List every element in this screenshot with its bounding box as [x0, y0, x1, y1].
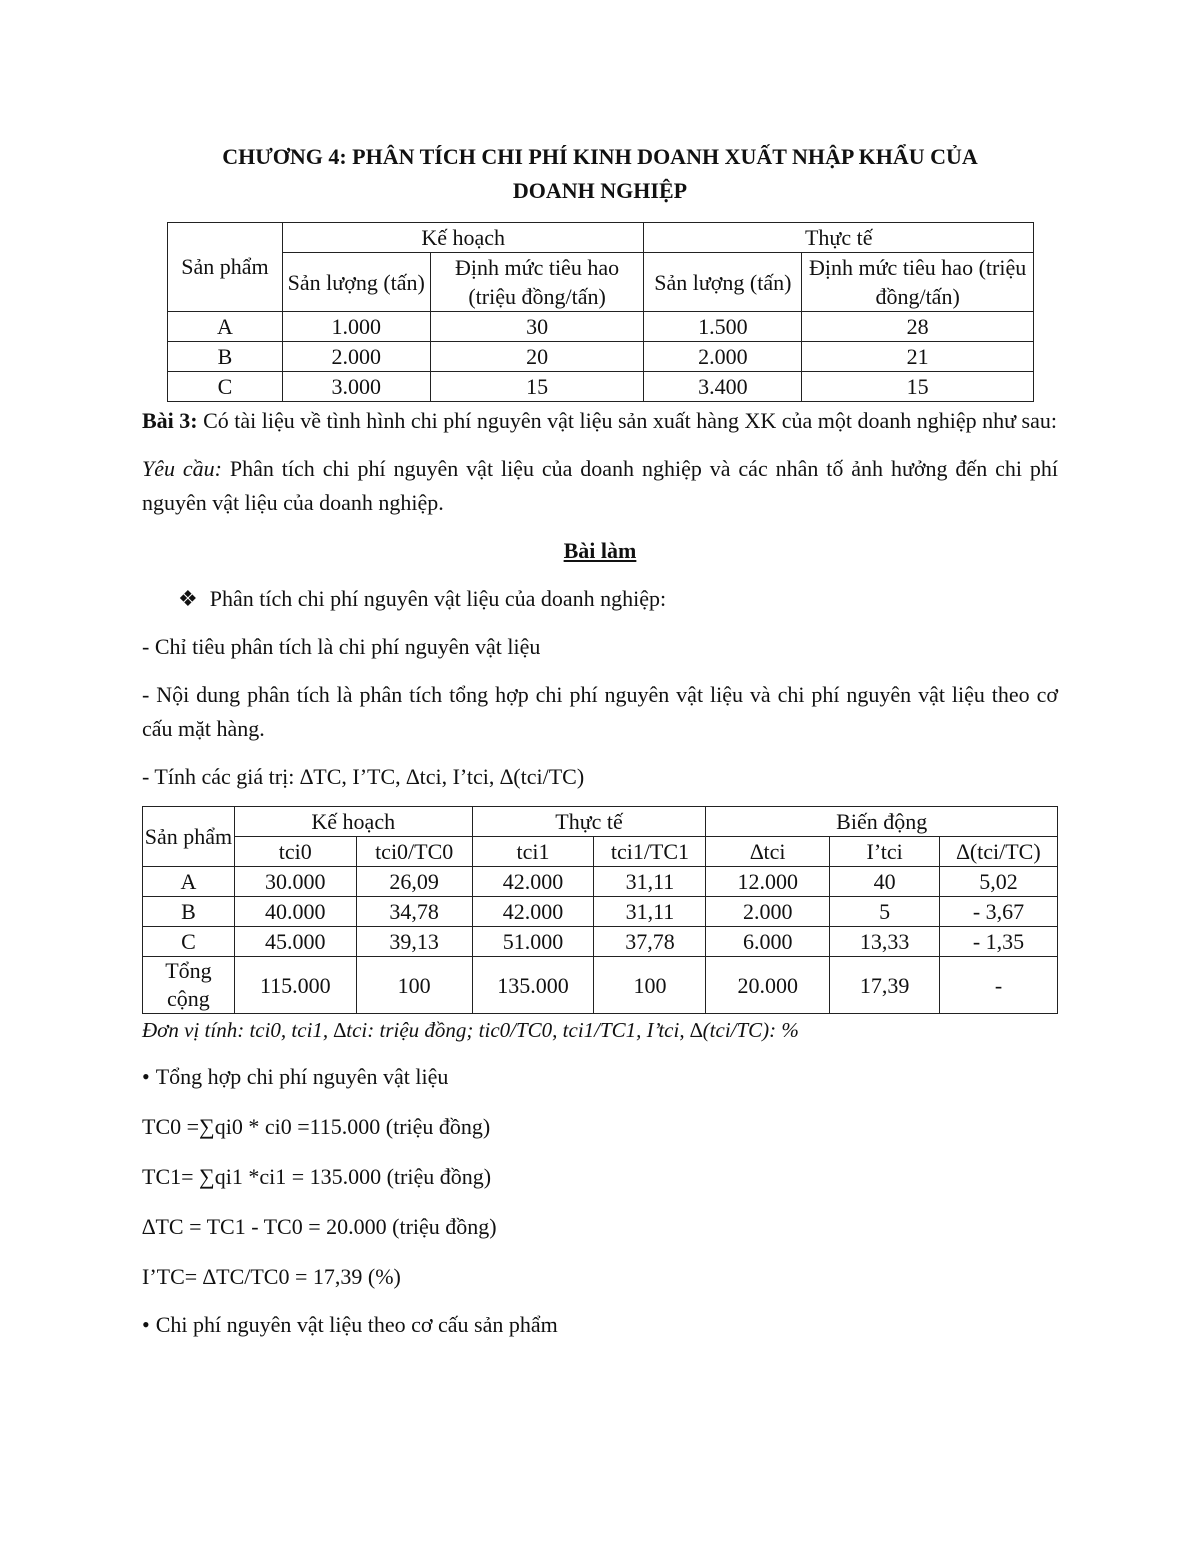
table-cell: 51.000 [472, 927, 594, 957]
header-col: I’tci [830, 837, 940, 867]
table-cell: 42.000 [472, 867, 594, 897]
table-cell: - 1,35 [940, 927, 1058, 957]
header-product: Sản phẩm [143, 807, 235, 867]
formula-tc0: TC0 =∑qi0 * ci0 =115.000 (triệu đồng) [142, 1114, 491, 1139]
table-cell: 40.000 [234, 897, 356, 927]
header-actual-qty: Sản lượng (tấn) [644, 253, 802, 312]
table-cell: 30 [430, 312, 644, 342]
diamond-bullet-icon: ❖ [178, 586, 198, 611]
table-row [143, 927, 1058, 957]
bullet-icon: • [142, 1312, 150, 1337]
header-plan-norm: Định mức tiêu hao (triệu đồng/tấn) [430, 253, 644, 312]
table-cell: 15 [802, 372, 1034, 402]
summary-heading [142, 1060, 1058, 1094]
header-col: tci0 [234, 837, 356, 867]
header-col: tci1/TC1 [594, 837, 706, 867]
table-cell: - 3,67 [940, 897, 1058, 927]
table-row [143, 867, 1058, 897]
table-cell: 31,11 [594, 897, 706, 927]
header-plan-qty: Sản lượng (tấn) [282, 253, 430, 312]
table-cell: 5,02 [940, 867, 1058, 897]
table-cell: 17,39 [830, 957, 940, 1014]
compute-values: - Tính các giá trị: ∆TC, I’TC, ∆tci, I’tci, ∆(tci/TC) [142, 764, 585, 789]
exercise-statement [142, 404, 1058, 438]
table-cell: 3.400 [644, 372, 802, 402]
exercise-label: Bài 3: [142, 408, 198, 433]
formula-index-tc: I’TC= ∆TC/TC0 = 17,39 (%) [142, 1264, 401, 1289]
table-cell: 15 [430, 372, 644, 402]
table-cell: 12.000 [706, 867, 830, 897]
table-cell: 21 [802, 342, 1034, 372]
analysis-content: - Nội dung phân tích là phân tích tổng hợp chi phí nguyên vật liệu và chi phí nguyên vật liệu theo cơ cấu mặt hàng. [142, 682, 1058, 741]
table-cell: 1.000 [282, 312, 430, 342]
header-col: tci1 [472, 837, 594, 867]
table-cell: 40 [830, 867, 940, 897]
document-page [142, 140, 1058, 1342]
header-col: ∆tci [706, 837, 830, 867]
table-cell: Tổng cộng [143, 957, 235, 1014]
table-cell: 28 [802, 312, 1034, 342]
header-actual-norm: Định mức tiêu hao (triệu đồng/tấn) [802, 253, 1034, 312]
header-plan: Kế hoạch [282, 223, 644, 253]
table-cell: A [143, 867, 235, 897]
cost-analysis-table [142, 806, 1058, 1014]
table-cell: 30.000 [234, 867, 356, 897]
table-cell: 100 [356, 957, 472, 1014]
table-cell: 37,78 [594, 927, 706, 957]
table-cell: 2.000 [706, 897, 830, 927]
table-cell: B [143, 897, 235, 927]
header-col: ∆(tci/TC) [940, 837, 1058, 867]
table-cell: 5 [830, 897, 940, 927]
table-cell: 31,11 [594, 867, 706, 897]
structure-heading [142, 1308, 1058, 1342]
table-cell: 135.000 [472, 957, 594, 1014]
header-actual: Thực tế [472, 807, 706, 837]
solution-heading: Bài làm [563, 538, 637, 563]
table-cell: 6.000 [706, 927, 830, 957]
unit-note: Đơn vị tính: tci0, tci1, ∆tci: triệu đồng; tic0/TC0, tci1/TC1, I’tci, ∆(tci/TC): % [142, 1018, 799, 1042]
table-cell: 45.000 [234, 927, 356, 957]
table-row-total [143, 957, 1058, 1014]
table-cell: 2.000 [644, 342, 802, 372]
analysis-indicator: - Chỉ tiêu phân tích là chi phí nguyên vật liệu [142, 634, 541, 659]
header-plan: Kế hoạch [234, 807, 472, 837]
summary-heading-text: Tổng hợp chi phí nguyên vật liệu [155, 1064, 449, 1089]
table-cell: 26,09 [356, 867, 472, 897]
header-actual: Thực tế [644, 223, 1034, 253]
header-change: Biến động [706, 807, 1058, 837]
table-row [168, 342, 1034, 372]
formula-tc1: TC1= ∑qi1 *ci1 = 135.000 (triệu đồng) [142, 1164, 492, 1189]
table-cell: 20 [430, 342, 644, 372]
bullet-icon: • [142, 1064, 150, 1089]
table-cell: 1.500 [644, 312, 802, 342]
table-row [168, 372, 1034, 402]
chapter-title-line1: CHƯƠNG 4: PHÂN TÍCH CHI PHÍ KINH DOANH XUẤT NHẬP KHẨU CỦA [222, 144, 978, 169]
table-cell: 20.000 [706, 957, 830, 1014]
table-cell: C [143, 927, 235, 957]
header-product: Sản phẩm [168, 223, 283, 312]
table-cell: B [168, 342, 283, 372]
table-cell: - [940, 957, 1058, 1014]
table-cell: 42.000 [472, 897, 594, 927]
table-cell: A [168, 312, 283, 342]
requirement-label: Yêu cầu: [142, 456, 222, 481]
table-cell: 115.000 [234, 957, 356, 1014]
structure-heading-text: Chi phí nguyên vật liệu theo cơ cấu sản phẩm [155, 1312, 558, 1337]
section-heading [178, 582, 1058, 616]
table-row [143, 897, 1058, 927]
chapter-title [142, 140, 1058, 208]
table-cell: C [168, 372, 283, 402]
table-cell: 2.000 [282, 342, 430, 372]
table-cell: 34,78 [356, 897, 472, 927]
table-cell: 100 [594, 957, 706, 1014]
table-cell: 39,13 [356, 927, 472, 957]
formula-delta-tc: ∆TC = TC1 - TC0 = 20.000 (triệu đồng) [142, 1214, 497, 1239]
requirement [142, 452, 1058, 520]
chapter-title-line2: DOANH NGHIỆP [512, 178, 688, 203]
table-cell: 3.000 [282, 372, 430, 402]
header-col: tci0/TC0 [356, 837, 472, 867]
table-cell: 13,33 [830, 927, 940, 957]
section-heading-text: Phân tích chi phí nguyên vật liệu của doanh nghiệp: [209, 586, 667, 611]
table-row [168, 312, 1034, 342]
requirement-text: Phân tích chi phí nguyên vật liệu của doanh nghiệp và các nhân tố ảnh hưởng đến chi phí nguyên vật liệu của doanh nghiệp. [142, 456, 1058, 515]
exercise-text: Có tài liệu về tình hình chi phí nguyên vật liệu sản xuất hàng XK của một doanh nghiệp như sau: [197, 408, 1057, 433]
material-norm-table [167, 222, 1034, 402]
